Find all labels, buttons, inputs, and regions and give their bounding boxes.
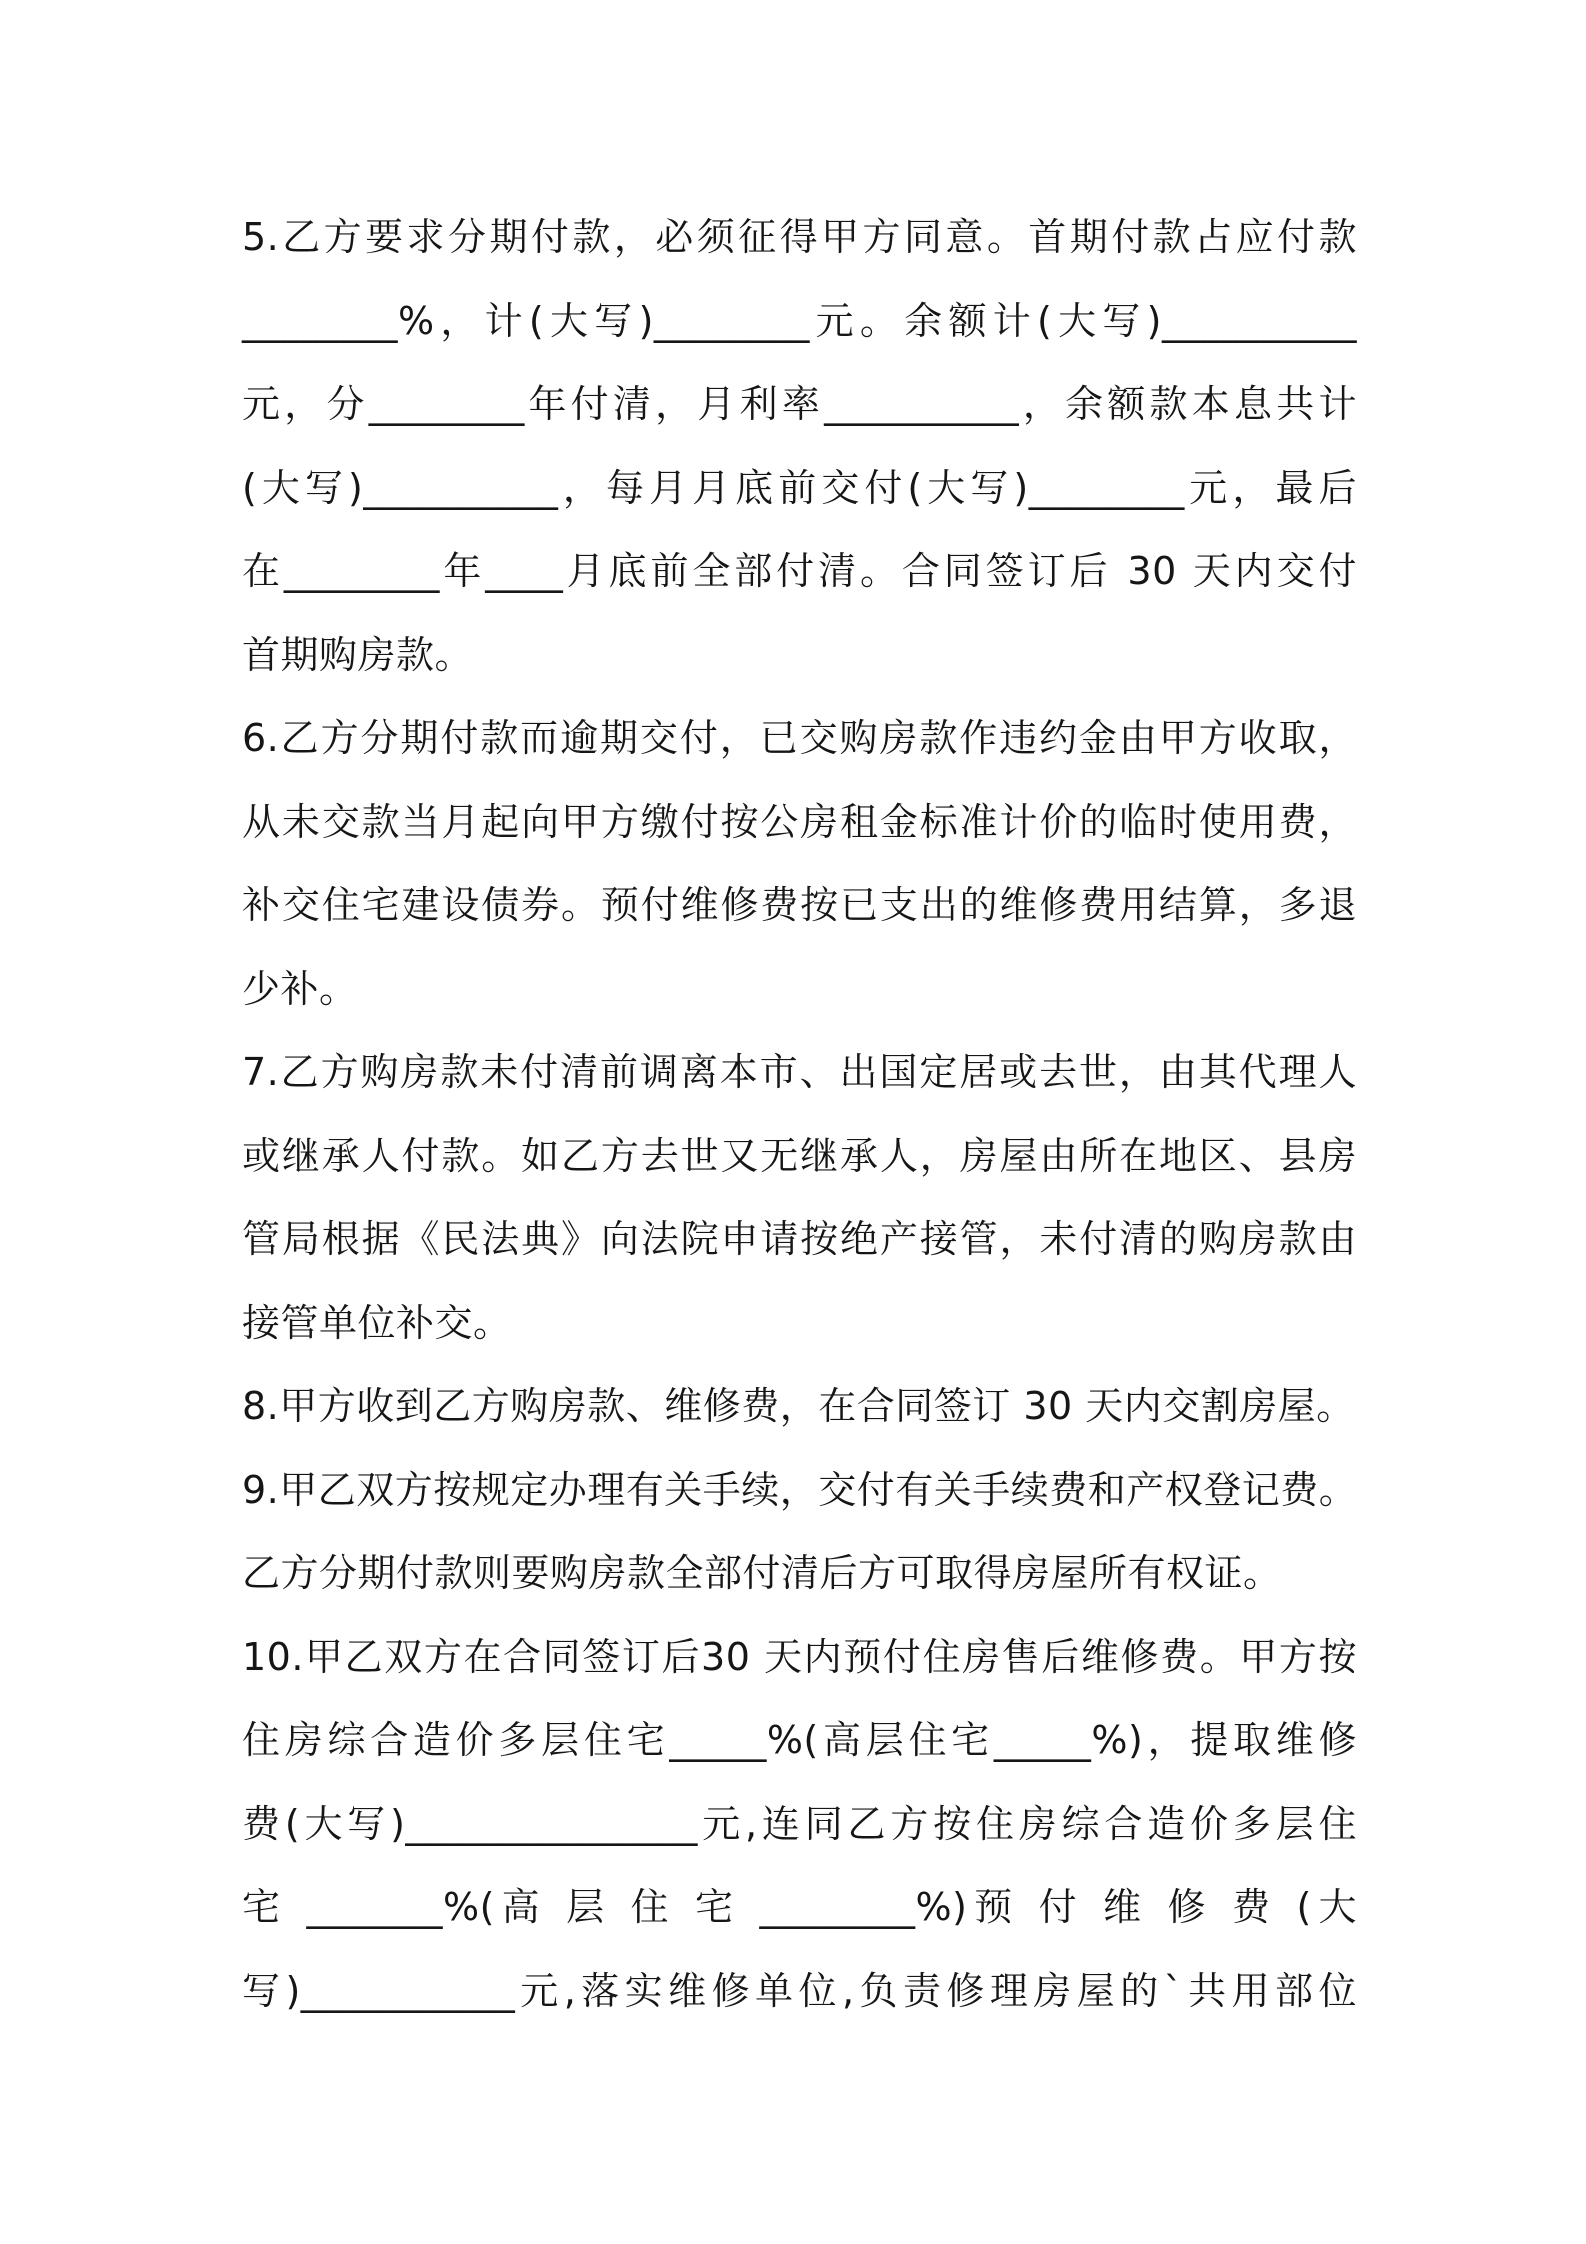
clause-9-line-2: 乙方分期付款则要购房款全部付清后方可取得房屋所有权证。: [242, 1551, 1282, 1595]
clause-10-line-2: 住房综合造价多层住宅_____%(高层住宅_____%)，提取维修: [242, 1718, 1357, 1762]
clause-7-line-4: 接管单位补交。: [242, 1300, 512, 1345]
clause-8-line-1: 8.甲方收到乙方购房款、维修费，在合同签订 30 天内交割房屋。: [242, 1384, 1355, 1428]
clause-10-line-5: 写)___________元,落实维修单位,负责修理房屋的`共用部位: [242, 1968, 1357, 2013]
contract-text-body: [242, 196, 1357, 2033]
clause-5-line-3: 元，分________年付清，月利率__________，余额款本息共计: [242, 382, 1357, 426]
clause-10-line-3: 费(大写)_______________元,连同乙方按住房综合造价多层住: [242, 1801, 1357, 1846]
clause-5-line-2: ________%，计(大写)________元。余额计(大写)__________: [242, 298, 1357, 343]
clause-6-line-1: 6.乙方分期付款而逾期交付，已交购房款作违约金由甲方收取，: [242, 716, 1357, 760]
clause-9-line-1: 9.甲乙双方按规定办理有关手续，交付有关手续费和产权登记费。: [242, 1467, 1358, 1512]
clause-5-line-6: 首期购房款。: [242, 632, 474, 677]
clause-6-line-4: 少补。: [242, 966, 358, 1011]
clause-5-line-1: 5.乙方要求分期付款，必须征得甲方同意。首期付款占应付款: [242, 215, 1357, 259]
clause-7-line-3: 管局根据《民法典》向法院申请按绝产接管，未付清的购房款由: [242, 1217, 1357, 1261]
clause-7-line-1: 7.乙方购房款未付清前调离本市、出国定居或去世，由其代理人: [242, 1050, 1357, 1094]
clause-7-line-2: 或继承人付款。如乙方去世又无继承人，房屋由所在地区、县房: [242, 1133, 1357, 1178]
clause-5-line-5: 在________年____月底前全部付清。合同签订后 30 天内交付: [242, 549, 1357, 593]
clause-5-line-4: (大写)__________，每月月底前交付(大写)________元，最后: [242, 465, 1357, 510]
clause-6-line-3: 补交住宅建设债券。预付维修费按已支出的维修费用结算，多退: [242, 883, 1357, 927]
clause-10-line-1: 10.甲乙双方在合同签订后30 天内预付住房售后维修费。甲方按: [242, 1634, 1357, 1679]
clause-6-line-2: 从未交款当月起向甲方缴付按公房租金标准计价的临时使用费，: [242, 799, 1357, 844]
clause-10-line-4: 宅 _______%(高 层 住 宅 ________%)预 付 维 修 费 (大: [242, 1885, 1357, 1929]
